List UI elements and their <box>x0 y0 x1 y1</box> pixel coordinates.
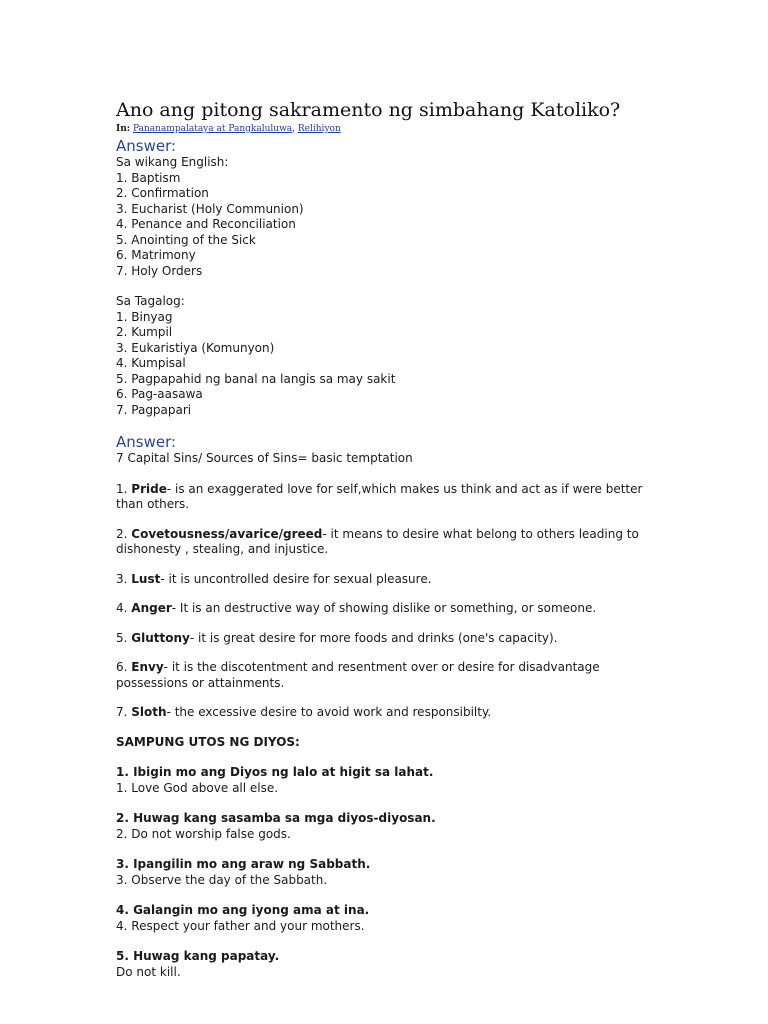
tagalog-label: Sa Tagalog: <box>116 294 185 308</box>
commandment-english: 4. Respect your father and your mothers. <box>116 918 365 933</box>
sin-term: Pride <box>131 481 167 496</box>
sin-item-envy: 6. Envy- it is the discotentment and resentment over or desire for disadvantage possessions or attainments. <box>116 660 600 690</box>
commandment-tagalog: 4. Galangin mo ang iyong ama at ina. <box>116 903 370 917</box>
commandment-tagalog: 3. Ipangilin mo ang araw ng Sabbath. <box>116 857 371 871</box>
commandment-item <box>116 903 646 934</box>
sin-item-covetousness: 2. Covetousness/avarice/greed- it means to desire what belong to others leading to dishonesty , stealing, and injustice. <box>116 526 639 556</box>
list-item: 7. Pagpapari <box>116 402 192 417</box>
list-item: 7. Holy Orders <box>116 263 203 278</box>
list-item: 6. Pag-aasawa <box>116 387 203 401</box>
category-link-relihiyon[interactable]: Relihiyon <box>297 124 341 134</box>
sin-term: Covetousness/avarice/greed <box>131 526 323 541</box>
sin-term: Sloth <box>131 705 167 719</box>
list-item: 1. Baptism <box>116 170 181 185</box>
list-item: 4. Kumpisal <box>116 356 186 370</box>
commandment-item <box>116 857 646 888</box>
sin-term: Envy <box>131 660 164 674</box>
category-link-pananampalataya[interactable]: Pananampalataya at Pangkaluluwa <box>132 124 293 134</box>
document-page <box>116 97 646 980</box>
sin-term: Gluttony <box>131 630 190 645</box>
sin-item-anger: 4. Anger- It is an destructive way of showing dislike or something, or someone. <box>116 601 597 615</box>
question-title: Ano ang pitong sakramento ng simbahang Katoliko? <box>116 99 621 121</box>
tagalog-sacrament-list <box>116 310 646 419</box>
commandment-tagalog: 1. Ibigin mo ang Diyos ng lalo at higit sa lahat. <box>116 765 434 779</box>
list-item: 4. Penance and Reconciliation <box>116 217 296 231</box>
commandments-heading: SAMPUNG UTOS NG DIYOS: <box>116 734 300 749</box>
in-label: In: <box>116 124 131 134</box>
commandment-item <box>116 765 646 796</box>
sin-term: Lust <box>131 571 161 586</box>
sins-intro: 7 Capital Sins/ Sources of Sins= basic temptation <box>116 451 413 465</box>
category-separator: , <box>292 124 296 134</box>
list-item: 6. Matrimony <box>116 248 196 262</box>
commandment-tagalog: 2. Huwag kang sasamba sa mga diyos-diyosan. <box>116 811 436 825</box>
commandment-english: 1. Love God above all else. <box>116 780 279 795</box>
english-sacrament-list <box>116 171 646 280</box>
commandment-english: 3. Observe the day of the Sabbath. <box>116 872 328 887</box>
list-item: 2. Confirmation <box>116 186 209 200</box>
sin-item-sloth: 7. Sloth- the excessive desire to avoid work and responsibilty. <box>116 705 492 719</box>
commandment-item <box>116 949 646 980</box>
list-item: 2. Kumpil <box>116 325 173 339</box>
commandment-english: Do not kill. <box>116 964 181 979</box>
list-item: 5. Anointing of the Sick <box>116 232 256 247</box>
sin-term: Anger <box>131 601 172 615</box>
commandment-tagalog: 5. Huwag kang papatay. <box>116 949 280 963</box>
commandment-item <box>116 811 646 842</box>
answer-heading-1: Answer: <box>116 137 177 155</box>
list-item: 3. Eukaristiya (Komunyon) <box>116 340 275 355</box>
sin-item-lust: 3. Lust- it is uncontrolled desire for sexual pleasure. <box>116 571 432 586</box>
category-line <box>116 123 646 135</box>
list-item: 3. Eucharist (Holy Communion) <box>116 201 304 216</box>
sin-item-pride: 1. Pride- is an exaggerated love for self,which makes us think and act as if were better than others. <box>116 481 643 511</box>
list-item: 5. Pagpapahid ng banal na langis sa may sakit <box>116 371 396 386</box>
commandment-english: 2. Do not worship false gods. <box>116 826 291 841</box>
sin-item-gluttony: 5. Gluttony- it is great desire for more foods and drinks (one's capacity). <box>116 630 558 645</box>
english-label: Sa wikang English: <box>116 155 229 169</box>
list-item: 1. Binyag <box>116 309 173 324</box>
answer-heading-2: Answer: <box>116 433 177 451</box>
